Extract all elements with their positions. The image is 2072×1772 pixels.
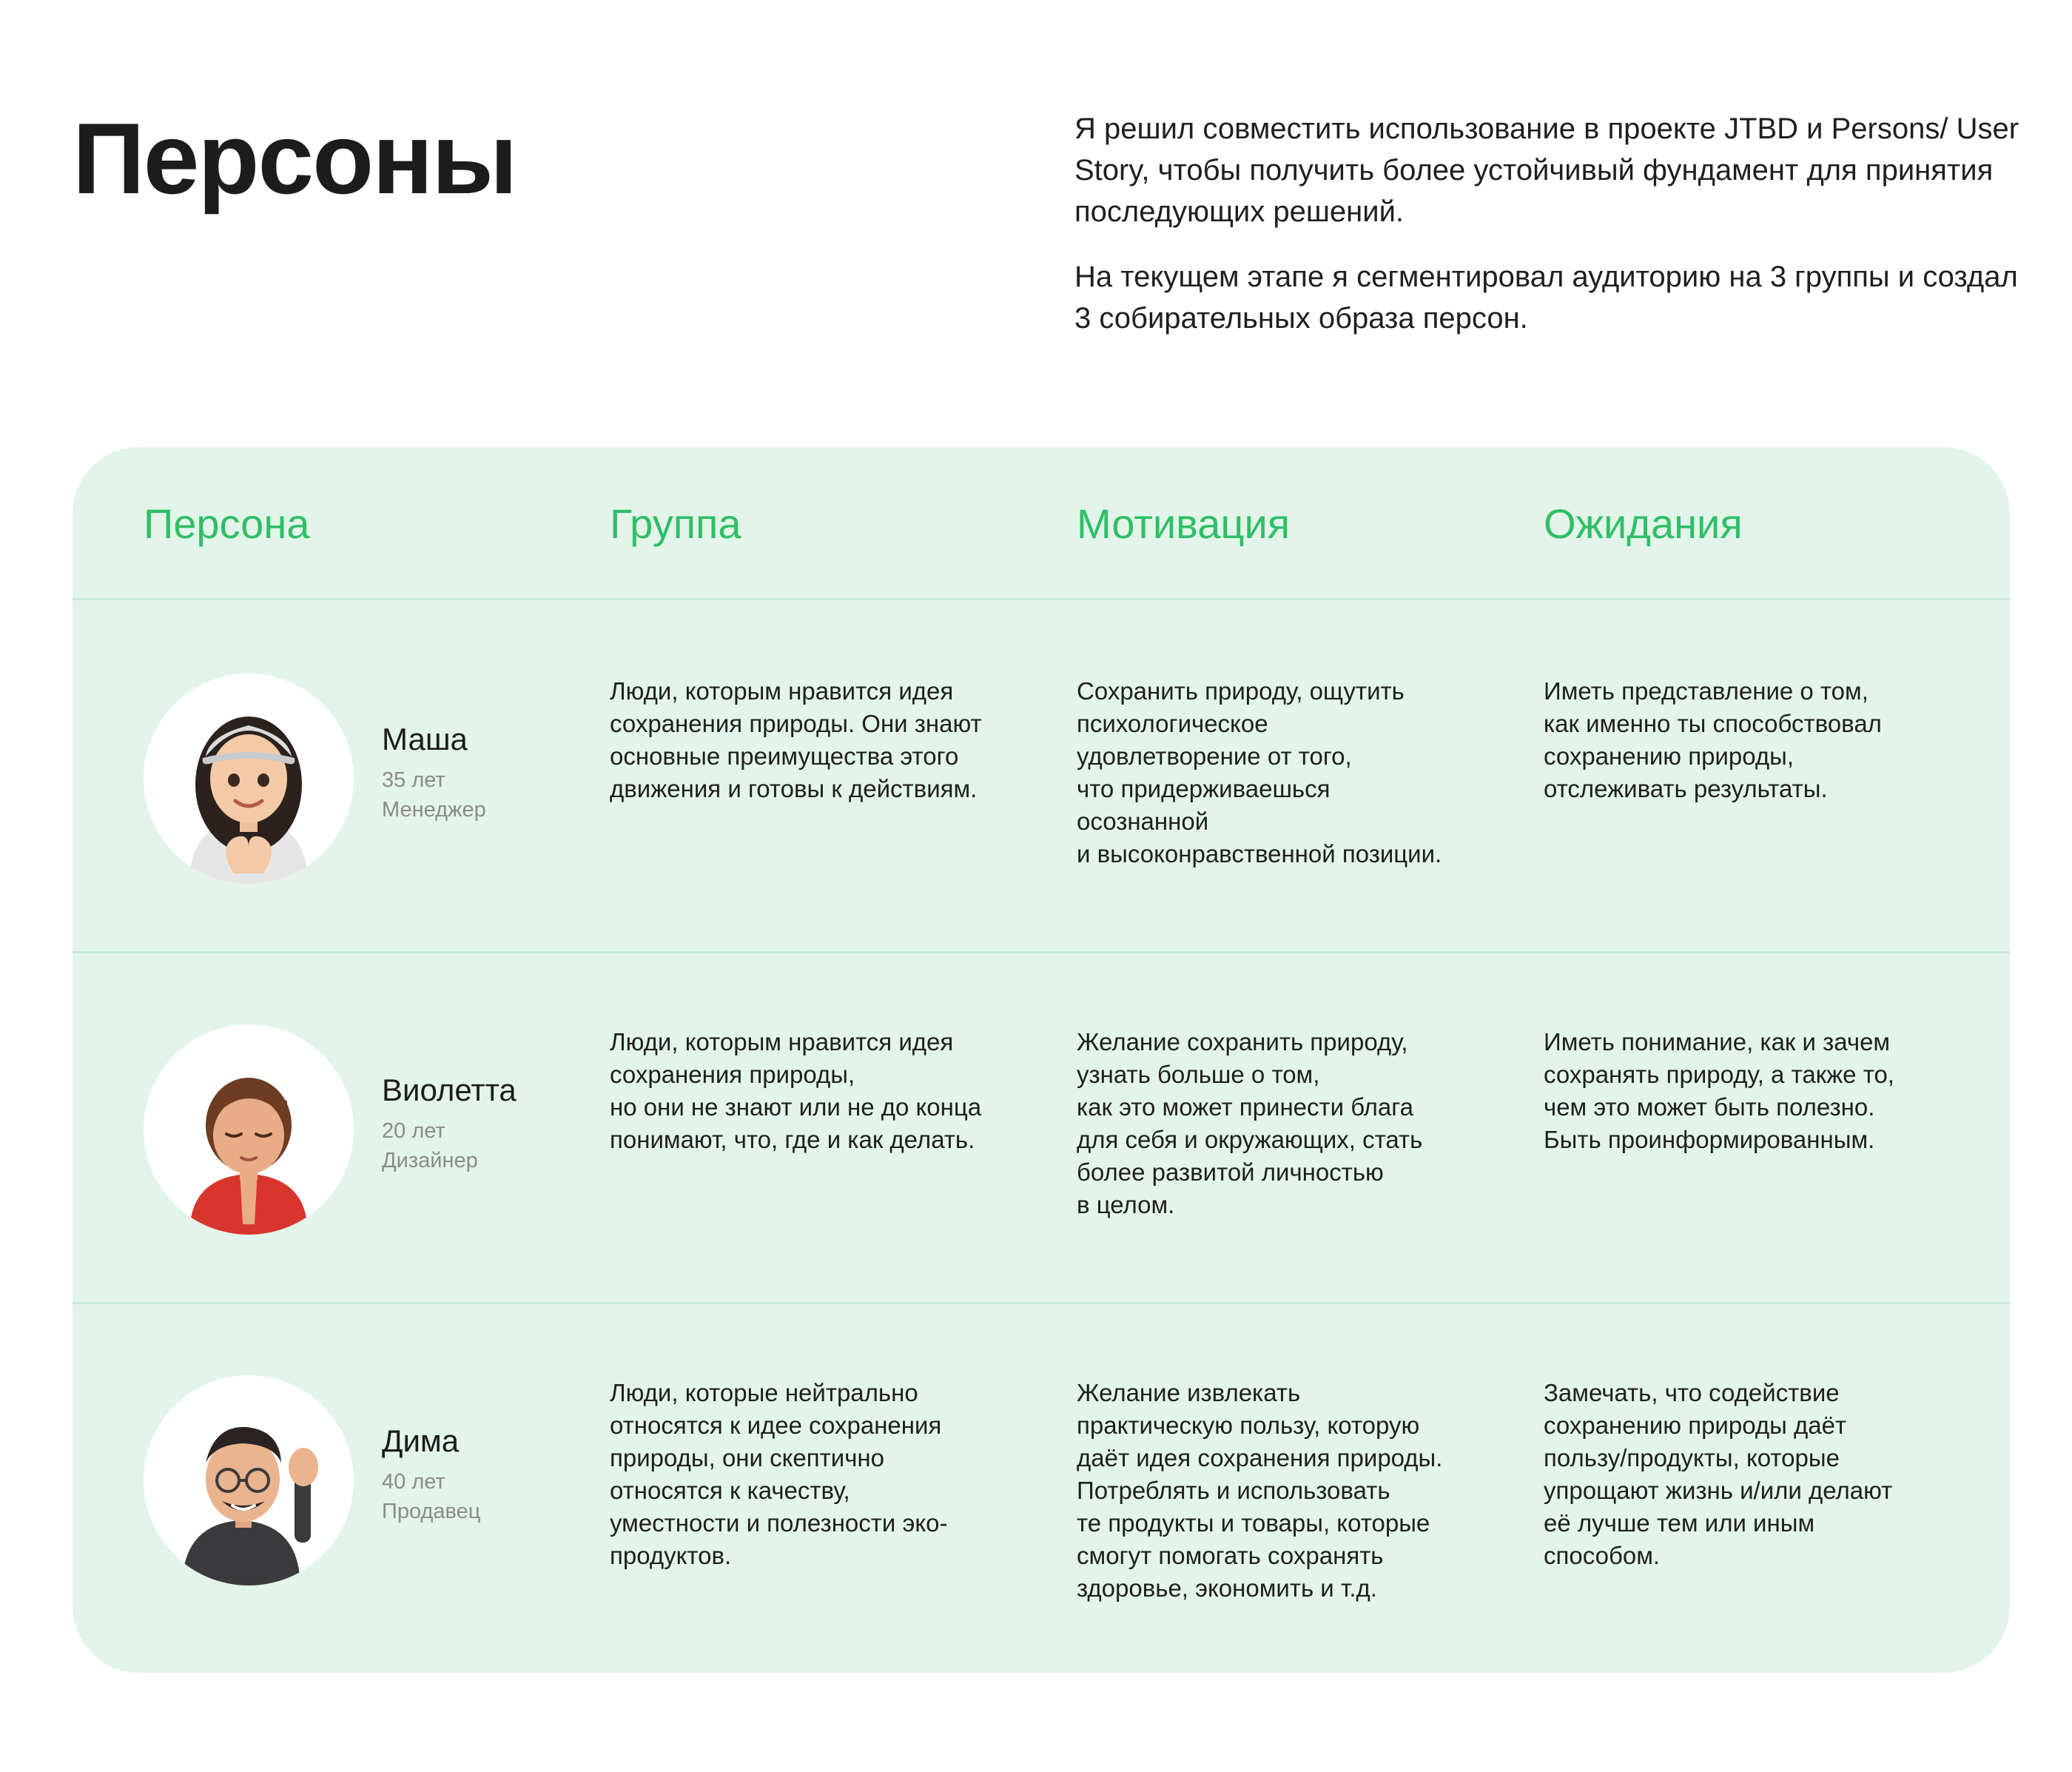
avatar-violetta-icon (144, 1024, 354, 1235)
group-cell: Люди, которые нейтрально относятся к идее сохранения природы, они скептично относятся к качеству, уместности и полезности эко- продуктов. (610, 1379, 948, 1569)
persona-age: 40 лет (382, 1470, 445, 1494)
persona-name: Виолетта (382, 1073, 517, 1107)
table-row (73, 1302, 2010, 1653)
expectations-cell: Иметь понимание, как и зачем сохранять природу, а также то, чем это может быть полезно. Быть проинформированным. (1544, 1028, 1894, 1153)
table-row (73, 951, 2010, 1304)
group-cell: Люди, которым нравится идея сохранения природы, но они не знают или не до конца понимают, что, где и как делать. (610, 1028, 982, 1153)
table-header-row (73, 447, 2010, 600)
persona-info (382, 721, 486, 825)
persona-age: 35 лет (382, 768, 445, 793)
persona-role: Дизайнер (382, 1149, 478, 1173)
avatar-dima-icon (144, 1375, 354, 1585)
expectations-cell: Иметь представление о том, как именно ты способствовал сохранению природы, отслеживать результаты. (1544, 677, 1882, 802)
page-title: Персоны (73, 102, 517, 215)
persona-name: Дима (382, 1423, 460, 1458)
persona-info (382, 1423, 480, 1526)
persona-role: Продавец (382, 1500, 481, 1524)
table-row (73, 600, 2010, 953)
group-cell: Люди, которым нравится идея сохранения природы. Они знают основные преимущества этого движения и готовы к действиям. (610, 677, 982, 802)
persona-info (382, 1072, 517, 1175)
intro-text (1074, 108, 2029, 363)
header-group: Группа (610, 500, 741, 547)
header-expectations: Ожидания (1544, 500, 1743, 547)
motivation-cell: Желание извлекать практическую пользу, которую даёт идея сохранения природы. Потреблять и использовать те продукты и товары, которые смогут помогать сохранять здоровье, экономить и т.д. (1077, 1379, 1443, 1602)
persona-role: Менеджер (382, 798, 486, 822)
persona-age: 20 лет (382, 1119, 445, 1144)
header-motivation: Мотивация (1077, 500, 1291, 547)
expectations-cell: Замечать, что содействие сохранению природы даёт пользу/продукты, которые упрощают жизнь и/или делают её лучше тем или иным способом. (1544, 1379, 1893, 1569)
avatar-masha-icon (144, 674, 354, 884)
personas-table (73, 447, 2010, 1673)
intro-paragraph-1: Я решил совместить использование в проекте JTBD и Persons/ User Story, чтобы получить более устойчивый фундамент для принятия последующих решений. (1074, 113, 2019, 228)
header-persona: Персона (144, 500, 310, 547)
motivation-cell: Сохранить природу, ощутить психологическое удовлетворение от того, что придерживаешься осознанной и высоконравственной позиции. (1077, 677, 1442, 867)
motivation-cell: Желание сохранить природу, узнать больше о том, как это может принести блага для себя и окружающих, стать более развитой личностью в целом. (1077, 1028, 1423, 1218)
persona-name: Маша (382, 722, 468, 756)
intro-paragraph-2: На текущем этапе я сегментировал аудиторию на 3 группы и создал 3 собирательных образа персон. (1074, 261, 2018, 335)
